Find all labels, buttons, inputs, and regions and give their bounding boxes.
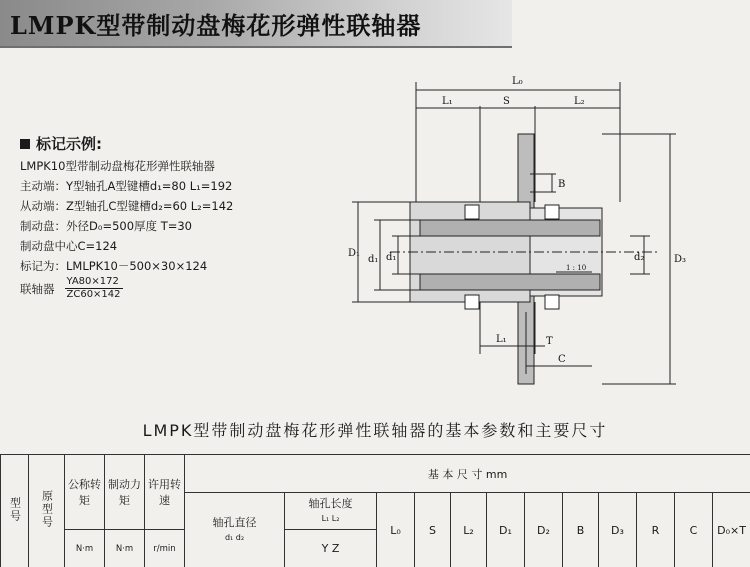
marking-example — [20, 134, 340, 301]
coupling-label: 联轴器 — [20, 281, 55, 296]
header-bore-diameter: 轴孔直径 d₁ d₂ — [185, 493, 285, 567]
example-line: 制动盘中心C=124 — [20, 239, 118, 253]
unit-brake-torque: N·m — [105, 530, 145, 567]
dim-D1: D₁ — [348, 248, 361, 259]
header-model: 型号 — [1, 455, 29, 567]
coupling-drawing — [330, 62, 710, 402]
dim-d1-a: d₁ — [368, 254, 379, 265]
header-bore-length: 轴孔长度 L₁ L₂ — [285, 493, 377, 530]
fraction-denominator: ZC60×142 — [66, 289, 121, 300]
header-R: R — [637, 493, 675, 567]
header-C: C — [675, 493, 713, 567]
dim-L1: L₁ — [442, 96, 453, 107]
header-brake-torque: 制动力矩 — [105, 455, 145, 530]
dim-d1-b: d₁ — [386, 252, 397, 263]
taper-ratio: 1 : 10 — [566, 264, 587, 272]
header-D0T: D₀×T — [713, 493, 750, 567]
example-line: 制动盘：外径D₀=500厚度 T=30 — [20, 219, 192, 233]
header-D3: D₃ — [599, 493, 637, 567]
marking-fraction — [65, 276, 123, 301]
unit-torque: N·m — [65, 530, 105, 567]
dim-D3: D₃ — [674, 254, 687, 265]
example-heading — [20, 134, 340, 154]
title-banner — [0, 0, 512, 48]
header-bore-length-types: Y Z — [285, 530, 377, 567]
header-L0: L₀ — [377, 493, 415, 567]
header-D2: D₂ — [525, 493, 563, 567]
page-title: LMPK型带制动盘梅花形弹性联轴器 — [10, 11, 422, 40]
header-basic-dims: 基 本 尺 寸 mm — [185, 455, 750, 493]
table-title: LMPK型带制动盘梅花形弹性联轴器的基本参数和主要尺寸 — [142, 421, 608, 440]
unit-speed: r/min — [145, 530, 185, 567]
header-S: S — [415, 493, 451, 567]
example-line: 主动端：Y型轴孔A型键槽d₁=80 L₁=192 — [20, 179, 233, 193]
dim-T: T — [546, 336, 553, 347]
square-bullet-icon — [20, 139, 30, 149]
example-line: 从动端：Z型轴孔C型键槽d₂=60 L₂=142 — [20, 199, 234, 213]
header-orig-model: 原型号 — [29, 455, 65, 567]
parameter-table — [0, 454, 750, 567]
header-speed: 许用转速 — [145, 455, 185, 530]
example-line: LMPK10型带制动盘梅花形弹性联轴器 — [20, 159, 215, 173]
dim-L0: L₀ — [512, 76, 523, 87]
fraction-numerator: YA80×172 — [65, 276, 123, 289]
dim-L2: L₂ — [574, 96, 585, 107]
example-line: 标记为：LMLPK10－500×30×124 — [20, 259, 208, 273]
dim-B: B — [558, 179, 566, 190]
example-heading-text: 标记示例: — [36, 135, 102, 153]
coupling-marking — [20, 276, 340, 301]
dim-L1-bottom: L₁ — [496, 334, 507, 345]
header-torque: 公称转矩 — [65, 455, 105, 530]
header-L2: L₂ — [451, 493, 487, 567]
dim-S: S — [503, 96, 510, 107]
header-B: B — [563, 493, 599, 567]
dim-C: C — [558, 354, 566, 365]
dim-d2: d₂ — [634, 252, 645, 263]
header-D1: D₁ — [487, 493, 525, 567]
